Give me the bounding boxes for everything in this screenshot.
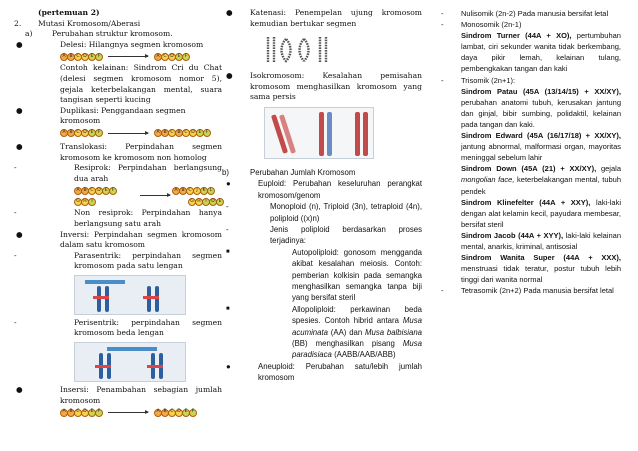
duplikasi-text: Duplikasi: Penggandaan segmen kromosom: [60, 105, 186, 126]
bullet-icon: ●: [16, 229, 23, 239]
column-2: [222, 8, 422, 384]
gene-bead: C: [168, 129, 176, 137]
centromere-mark: [95, 365, 111, 368]
syndrome-name: Sindrom Jacob (44A + XYY),: [461, 230, 564, 240]
resiprok-diagram: [74, 184, 222, 208]
gene-bead: A: [60, 129, 68, 137]
gene-bead: G: [74, 198, 82, 206]
gene-bead: C: [186, 187, 194, 195]
bullet-icon: ●: [226, 361, 231, 371]
centromere-mark: [147, 365, 163, 368]
perisentrik-text: Perisentrik: perpindahan segmen kromosom beda lengan: [74, 317, 222, 338]
monoploid-text: Monoploid (n), Triploid (3n), tetraploid (4n), poliploid ((x)n): [270, 202, 422, 223]
aneuploid-text: Aneuploid: Perubahan satu/lebih jumlah kromosom: [258, 361, 422, 383]
dash-icon: -: [226, 225, 229, 234]
gene-bead: C: [168, 409, 176, 417]
delesi-text: Delesi: Hilangnya segmen kromosom: [60, 39, 204, 49]
gene-bead: H: [195, 198, 203, 206]
katenasi-image: [264, 35, 334, 65]
subsection-label: b): [222, 167, 229, 177]
gene-bead: E: [88, 53, 96, 61]
gene-bead: F: [203, 129, 211, 137]
syndrome-description: gejala: [600, 164, 621, 174]
syndrome-name: Sindrom Down (45A (21) + XX/XY),: [461, 164, 597, 174]
gene-bead: D: [209, 198, 217, 206]
allopoliploid-text: (AABB/AAB/ABB): [334, 350, 396, 360]
delesi-diagram: [26, 51, 222, 62]
gene-bead: B: [67, 409, 75, 417]
chromosome-shape: [363, 112, 368, 156]
dash-icon: -: [441, 20, 444, 30]
isokromosom-text: Isokromosom: Kesalahan pemisahan kromosom menghasilkan kromosom yang sama persis: [250, 71, 422, 102]
gene-bead: A: [154, 129, 162, 137]
item-number: 2.: [14, 18, 22, 28]
gene-bead: A: [154, 53, 162, 61]
gene-bead: B: [67, 53, 75, 61]
duplikasi-diagram: [26, 128, 222, 139]
chromosome-shape: [97, 286, 101, 312]
gene-bead: B: [81, 187, 89, 195]
syndrome-name: Sindrom Wanita Super (44A + XXX),: [461, 253, 621, 263]
gene-bead: F: [95, 409, 103, 417]
bullet-icon: ●: [226, 8, 233, 17]
image-title-bar: [85, 280, 125, 284]
jenis-text: Jenis poliploid berdasarkan proses terjadinya:: [270, 225, 422, 246]
chromosome-shape: [147, 286, 151, 312]
chromosome-shape: [319, 112, 324, 156]
species-name: Musa acuminata: [292, 316, 422, 337]
syndrome-name: Sindrom Patau (45A (13/14/15) + XX/XY),: [461, 86, 621, 96]
nulisomik-text: Nulisomik (2n-2) Pada manusia bersifat letal: [461, 9, 609, 18]
syndrome-description: keterbelakangan mental, tubuh pendek: [461, 175, 621, 196]
gene-bead: B: [161, 129, 169, 137]
allopoliploid-text: (AA) dan: [330, 327, 363, 337]
gene-bead: C: [74, 53, 82, 61]
gene-bead: E: [216, 198, 224, 206]
tetrasomik-text: Tetrasomik (2n+2) Pada manusia bersifat letal: [461, 286, 614, 296]
gene-bead: A: [172, 187, 180, 195]
dash-icon: -: [14, 163, 17, 173]
gene-bead: F: [95, 129, 103, 137]
dash-icon: -: [226, 202, 229, 212]
item-title: Mutasi Kromosom/Aberasi: [38, 18, 141, 28]
monosomik-text: Monosomik (2n-1): [461, 20, 522, 30]
allopoliploid-text: menghasilkan pisang: [315, 339, 395, 349]
bullet-icon: ●: [16, 105, 23, 115]
centromere-mark: [143, 296, 159, 299]
gene-bead: E: [175, 53, 183, 61]
gene-bead: F: [109, 187, 117, 195]
insersi-diagram: [26, 407, 222, 418]
gene-bead: G: [188, 198, 196, 206]
dash-icon: -: [14, 208, 17, 218]
syndrome-description: perubahan anatomi tubuh, kerusakan jantung dan ginjal, bibir sumbing, polidaktil, kelainan pada tangan dan kaki.: [461, 97, 621, 129]
species-name: Musa balbisiana: [365, 327, 422, 337]
trisomik-text: Trisomik (2n+1):: [461, 75, 516, 85]
gene-bead: E: [196, 129, 204, 137]
gene-bead: E: [182, 409, 190, 417]
gene-bead: L: [207, 187, 215, 195]
syndrome-description: laki-laki kelainan mental, anarkis, kriminal, antisosial: [461, 230, 622, 251]
centromere-mark: [93, 296, 109, 299]
insersi-text: Insersi: Penambahan sebagian jumlah kromosom: [60, 385, 222, 405]
syndrome-description: menstruasi tidak teratur, postur tubuh lebih tinggi dari wanita normal: [461, 264, 621, 285]
image-title-bar: [107, 347, 157, 351]
dash-icon: -: [441, 9, 444, 18]
gene-bead: I: [88, 198, 96, 206]
gene-bead: J: [193, 187, 201, 195]
bullet-icon: ●: [16, 141, 23, 151]
gene-bead: A: [154, 409, 162, 417]
gene-bead: D: [81, 53, 89, 61]
syndrome-name: Sindrom Edward (45A (16/17/18) + XX/XY),: [461, 131, 621, 141]
gene-bead: E: [88, 129, 96, 137]
gene-bead: B: [67, 129, 75, 137]
katenasi-chromosome-icon: [264, 35, 334, 65]
dash-icon: -: [441, 286, 444, 296]
delesi-example: Contoh kelainan: Sindrom Cri du Chat (delesi segmen kromosom nomor 5), gejala keterbelakangan mental, suara tangisan seperti kucing: [60, 63, 222, 105]
syndrome-description: laki-laki dengan alat kelamin kecil, payudara membesar, bersifat steril: [461, 197, 621, 229]
non-resiprok-text: Non resiprok: Perpindahan hanya berlangsung satu arah: [74, 208, 222, 228]
gene-bead: F: [95, 53, 103, 61]
gene-bead: F: [182, 53, 190, 61]
bullet-icon: ●: [226, 179, 231, 189]
chromosome-shape: [327, 112, 332, 156]
syndrome-description: mongolian face,: [461, 175, 515, 185]
gene-bead: A: [74, 187, 82, 195]
chromosome-shape: [155, 286, 159, 312]
bullet-icon: ●: [16, 39, 23, 49]
gene-bead: C: [161, 53, 169, 61]
gene-bead: C: [88, 187, 96, 195]
parasentrik-text: Parasentrik: perpindahan segmen kromosom pada satu lengan: [74, 250, 222, 271]
subsection-label: a): [25, 29, 33, 39]
gene-bead: B: [161, 409, 169, 417]
subsection-title: Perubahan Jumlah Kromosom: [250, 167, 356, 177]
euploid-text: Euploid: Perubahan keseluruhan perangkat kromosom/genom: [258, 179, 422, 200]
allopoliploid-text: Allopoliploid: perkawinan beda spesies. Contoh hibrid antara: [292, 304, 422, 326]
syndrome-description: pertumbuhan lambat, ciri sekunder wanita tidak berkembang, daya pikir lemah, kelainan tulang, pembengkakan tangan dan kaki: [461, 31, 621, 74]
dash-icon: -: [14, 317, 17, 327]
gene-bead: D: [189, 129, 197, 137]
syndrome-description: jantung abnormal, malformasi organ, mayoritas meninggal sebelum lahir: [461, 142, 621, 163]
gene-bead: C: [74, 129, 82, 137]
katenasi-text: Katenasi: Penempelan ujung kromosom kemudian bertukar segmen: [250, 8, 422, 28]
gene-bead: D: [95, 187, 103, 195]
gene-bead: B: [179, 187, 187, 195]
gene-bead: F: [189, 409, 197, 417]
gene-bead: D: [81, 129, 89, 137]
gene-bead: K: [200, 187, 208, 195]
inversi-text: Inversi: Perpindahan segmen kromosom dalam satu kromosom: [60, 229, 222, 250]
gene-bead: D: [175, 409, 183, 417]
square-bullet-icon: ■: [226, 248, 230, 255]
autopoliploid-text: Autopoliploid: gonosom mengganda akibat kesalahan meiosis. Contoh: pemberian kolkisin pada semangka menghasilkan semangka tanpa biji yang bersifat steril: [292, 247, 422, 303]
gene-bead: A: [60, 53, 68, 61]
resiprok-text: Resiprok: Perpindahan berlangsung dua arah: [74, 163, 222, 183]
section-heading: (pertemuan 2): [38, 8, 100, 17]
syndrome-name: Sindrom Klinefelter (44A + XXY),: [461, 197, 591, 207]
species-name: Musa paradisiaca: [292, 339, 422, 360]
gene-bead: C: [182, 129, 190, 137]
column-1: [14, 8, 222, 419]
arrow-icon: [108, 133, 148, 134]
gene-bead: I: [202, 198, 210, 206]
subsection-title: Perubahan struktur kromosom.: [52, 29, 173, 39]
parasentrik-image: [74, 275, 186, 315]
square-bullet-icon: ■: [226, 305, 230, 312]
gene-bead: E: [88, 409, 96, 417]
gene-bead: D: [168, 53, 176, 61]
dash-icon: -: [14, 250, 17, 260]
gene-bead: D: [81, 409, 89, 417]
column-3: [441, 8, 622, 296]
gene-bead: C: [74, 409, 82, 417]
bullet-icon: ●: [16, 385, 23, 395]
arrow-icon: [108, 412, 148, 413]
chromosome-shape: [105, 286, 109, 312]
perisentrik-image: [74, 342, 186, 382]
chromosome-shape: [355, 112, 360, 156]
gene-bead: A: [60, 409, 68, 417]
translokasi-text: Translokasi: Perpindahan segmen kromosom ke kromosom non homolog: [60, 141, 222, 162]
allopoliploid-text: (BB): [292, 339, 308, 349]
arrow-icon: [140, 195, 170, 196]
dash-icon: -: [441, 75, 444, 85]
syndrome-name: Sindrom Turner (44A + XO),: [461, 31, 572, 41]
bullet-icon: ●: [226, 71, 233, 81]
gene-bead: B: [175, 129, 183, 137]
arrow-icon: [108, 56, 148, 57]
gene-bead: H: [81, 198, 89, 206]
isokromosom-image: [264, 107, 374, 159]
gene-bead: E: [102, 187, 110, 195]
